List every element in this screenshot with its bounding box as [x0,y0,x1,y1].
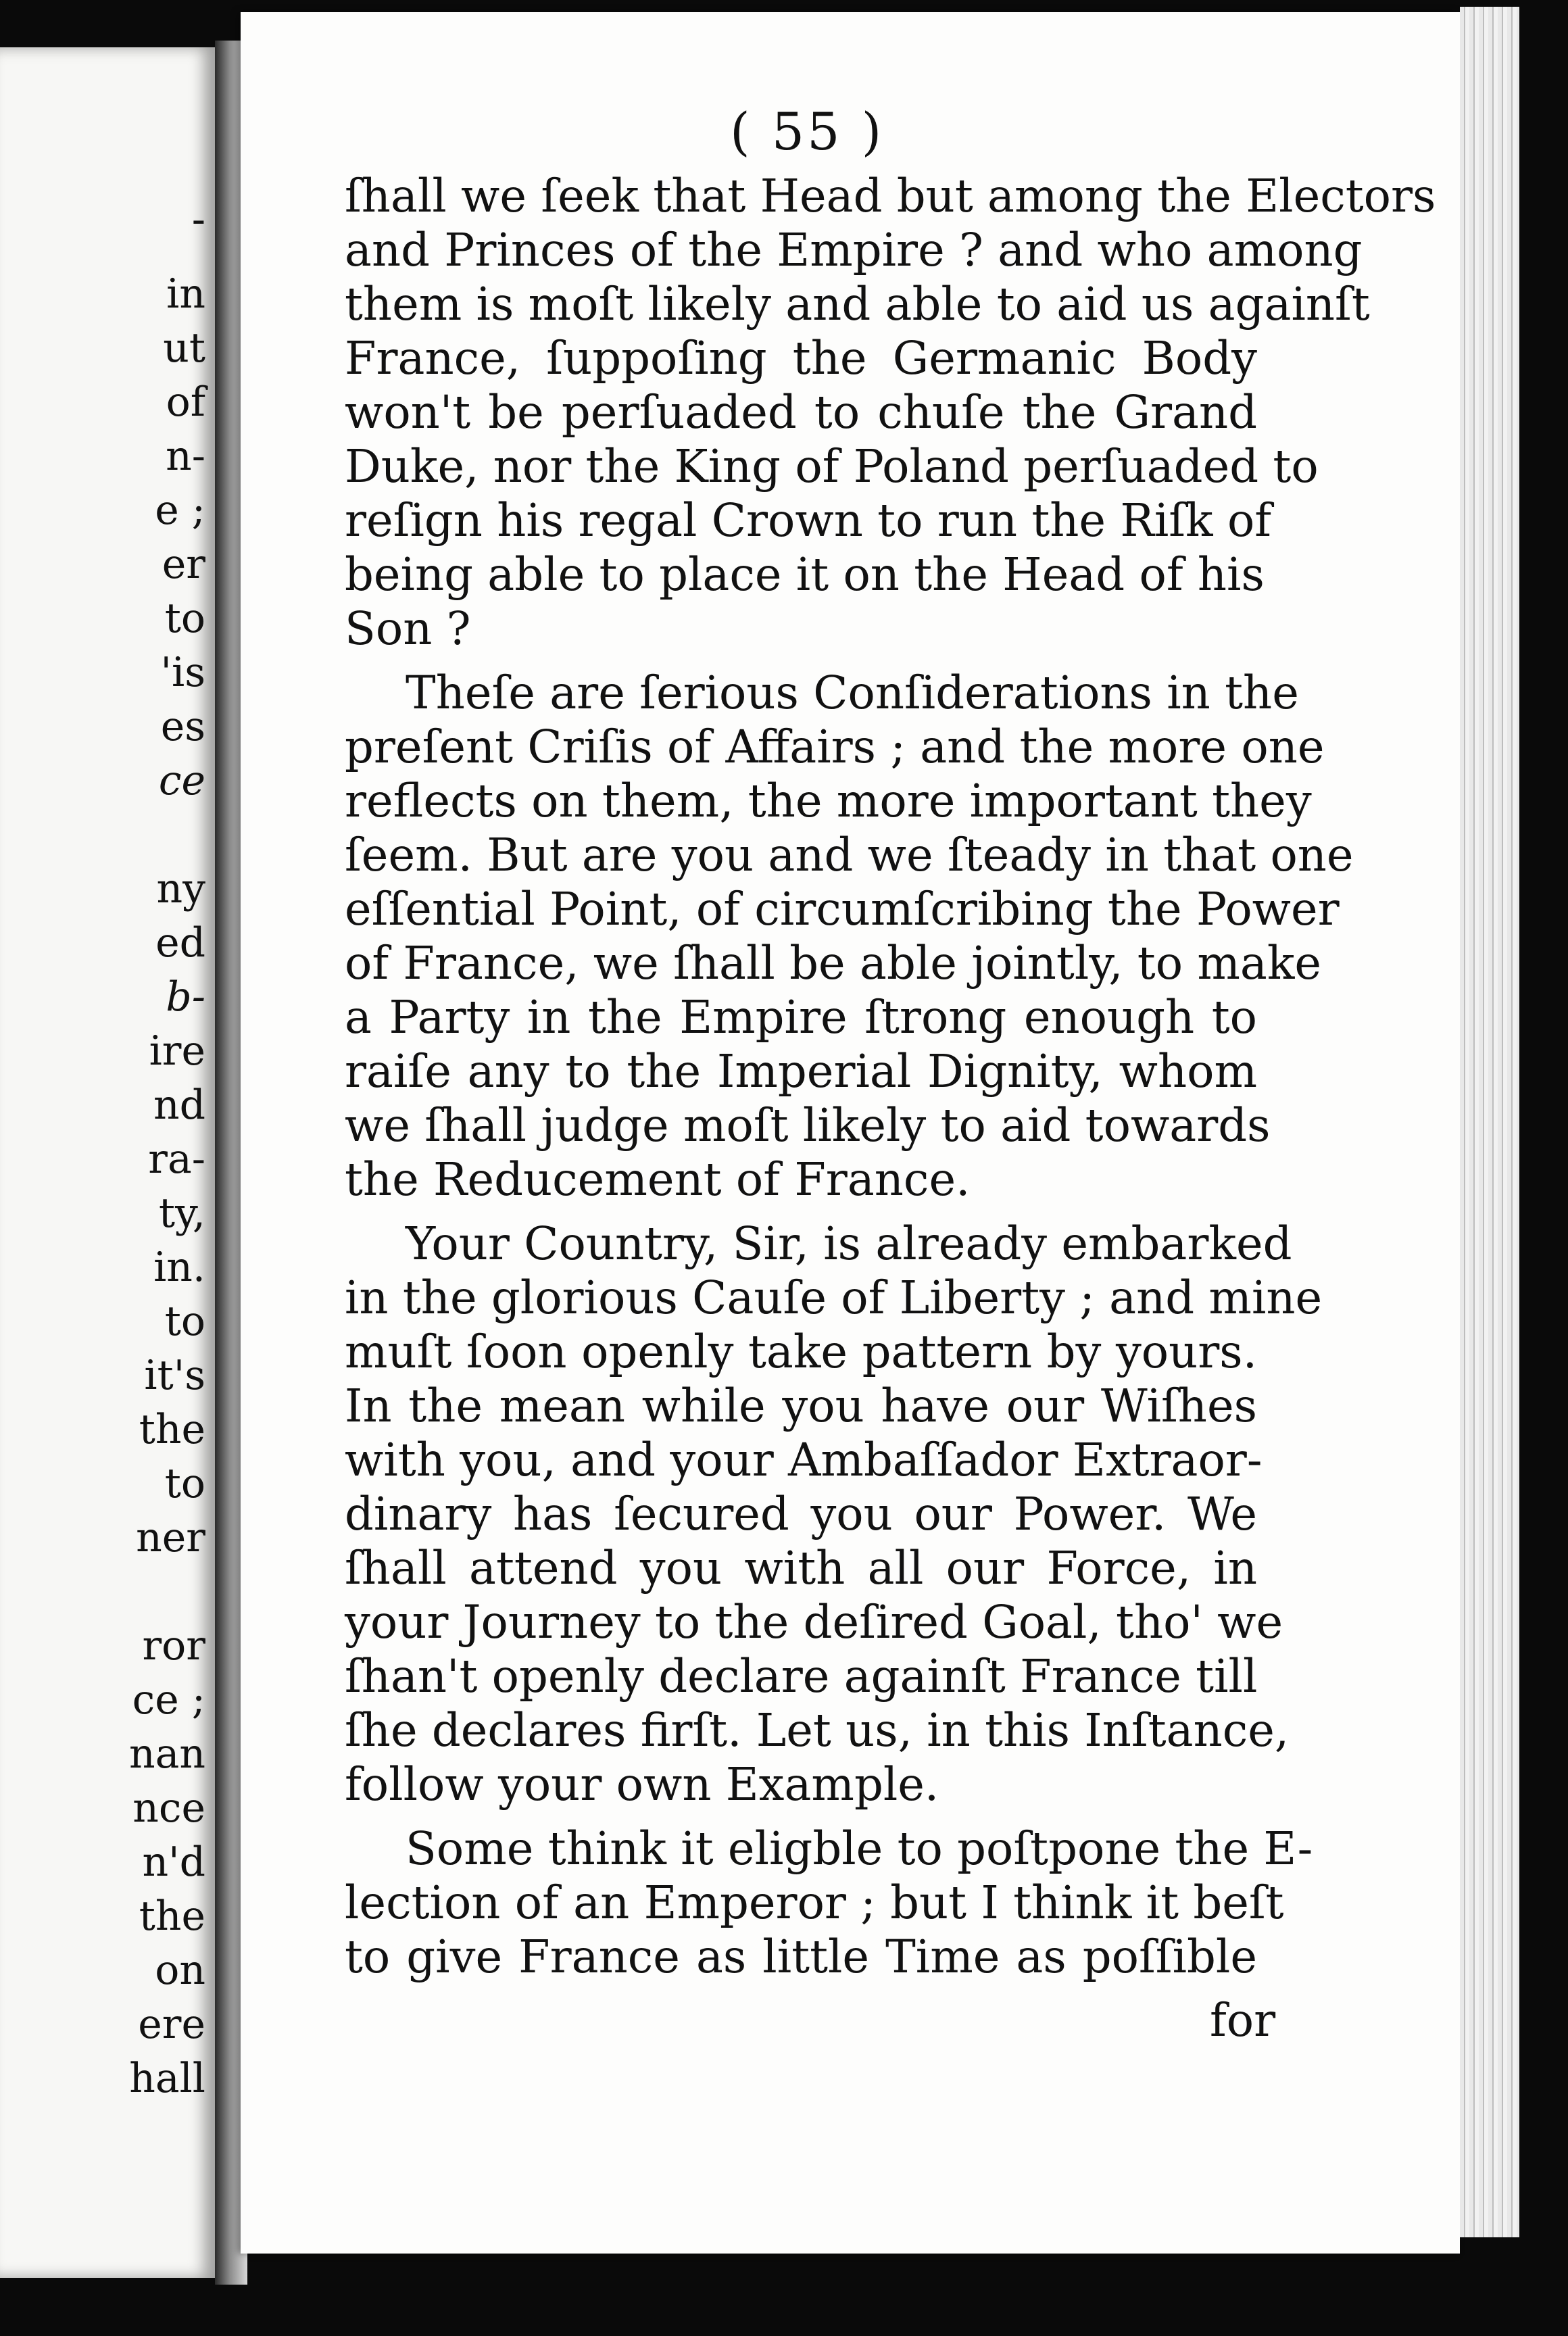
text-line: to give France as little Time as poſſible [345,1930,1257,1983]
text-line: in the glorious Cauſe of Liberty ; and mine [345,1271,1323,1324]
text-line: being able to place it on the Head of his [345,548,1265,601]
facing-page-fragment: ce [158,757,205,804]
facing-page-fragment: 'is [160,649,205,696]
text-line: with you, and your Ambaſſador Extraor- [345,1434,1263,1486]
facing-page-fragment: ut [163,324,205,372]
text-line: Your Country, Sir, is already embarked [406,1217,1292,1270]
page-edge [1460,7,1519,2237]
text-line: preſent Criſis of Affairs ; and the more one [345,721,1325,773]
facing-page-fragment: - [191,196,205,243]
text-line: ſhall we ſeek that Head but among the Electors [345,170,1436,222]
text-line: Theſe are ſerious Conſiderations in the [406,666,1299,719]
text-line: Duke, nor the King of Poland perſuaded to [345,440,1319,493]
facing-page-fragment: ror [142,1622,205,1670]
text-line: ſhan't openly declare againſt France till [345,1650,1258,1703]
facing-page-fragment: ner [136,1514,205,1561]
facing-page-fragment: ty, [158,1190,205,1237]
text-line: muſt ſoon openly take pattern by yours. [345,1325,1257,1378]
text-line: of France, we ſhall be able jointly, to make [345,937,1322,990]
text-line: raiſe any to the Imperial Dignity, whom [345,1045,1257,1098]
text-line: won't be perſuaded to chuſe the Grand [345,386,1257,439]
facing-page-fragment: ce ; [132,1676,205,1724]
facing-page-fragment: to [164,1298,205,1345]
facing-page-fragment: the [139,1893,205,1940]
facing-page-fragment: of [166,379,205,426]
facing-page-fragment: to [164,595,205,642]
text-line: your Journey to the deſired Goal, tho' we [345,1596,1283,1649]
facing-page-fragment: e ; [155,487,205,534]
text-line: and Princes of the Empire ? and who among [345,224,1363,276]
text-line: dinary has ſecured you our Power. We [345,1488,1257,1540]
text-line: them is moſt likely and able to aid us againſt [345,278,1370,331]
facing-page-fragment: ere [138,2001,205,2048]
facing-page-fragment: er [162,541,205,588]
text-line: reſign his regal Crown to run the Riſk of [345,494,1272,547]
text-line: the Reducement of France. [345,1153,971,1206]
page-number: ( 55 ) [730,101,885,162]
facing-page-fragment: nce [132,1784,205,1832]
facing-page-fragment: it's [144,1352,205,1399]
text-line: ſhall attend you with all our Force, in [345,1542,1257,1595]
text-line: follow your own Example. [345,1758,939,1811]
text-line: reflects on them, the more important they [345,775,1312,827]
text-line: In the mean while you have our Wiſhes [345,1380,1257,1432]
facing-page-fragment: nd [153,1081,205,1129]
facing-page-fragment: ire [149,1027,205,1075]
facing-page-fragment: to [164,1460,205,1507]
text-line: a Party in the Empire ſtrong enough to [345,991,1257,1044]
facing-page-fragment: ed [155,919,205,967]
facing-page [0,47,215,2278]
text-line: lection of an Emperor ; but I think it beſt [345,1876,1284,1929]
facing-page-fragment: ra- [148,1136,205,1183]
facing-page-fragment: hall [129,2055,205,2102]
text-line: Son ? [345,602,471,655]
text-line: Some think it eligble to poſtpone the E- [406,1822,1313,1875]
catchword: for [1210,1994,1276,2047]
facing-page-fragment: nan [128,1730,205,1778]
facing-page-fragment: n- [166,433,205,480]
facing-page-fragment: the [139,1406,205,1453]
facing-page-fragment: in [166,270,205,318]
facing-page-fragment: es [160,703,205,750]
facing-page-fragment: in. [153,1244,205,1291]
text-line: we ſhall judge moſt likely to aid towards [345,1099,1271,1152]
facing-page-fragment: n'd [142,1839,205,1886]
text-line: France, ſuppoſing the Germanic Body [345,332,1257,385]
facing-page-fragment: on [155,1947,205,1994]
facing-page-fragment: b- [166,973,205,1021]
text-line: eſſential Point, of circumſcribing the Power [345,883,1340,935]
facing-page-fragment: ny [156,865,205,912]
text-line: ſhe declares firſt. Let us, in this Inſtance, [345,1704,1290,1757]
text-line: ſeem. But are you and we ſteady in that one [345,829,1354,881]
